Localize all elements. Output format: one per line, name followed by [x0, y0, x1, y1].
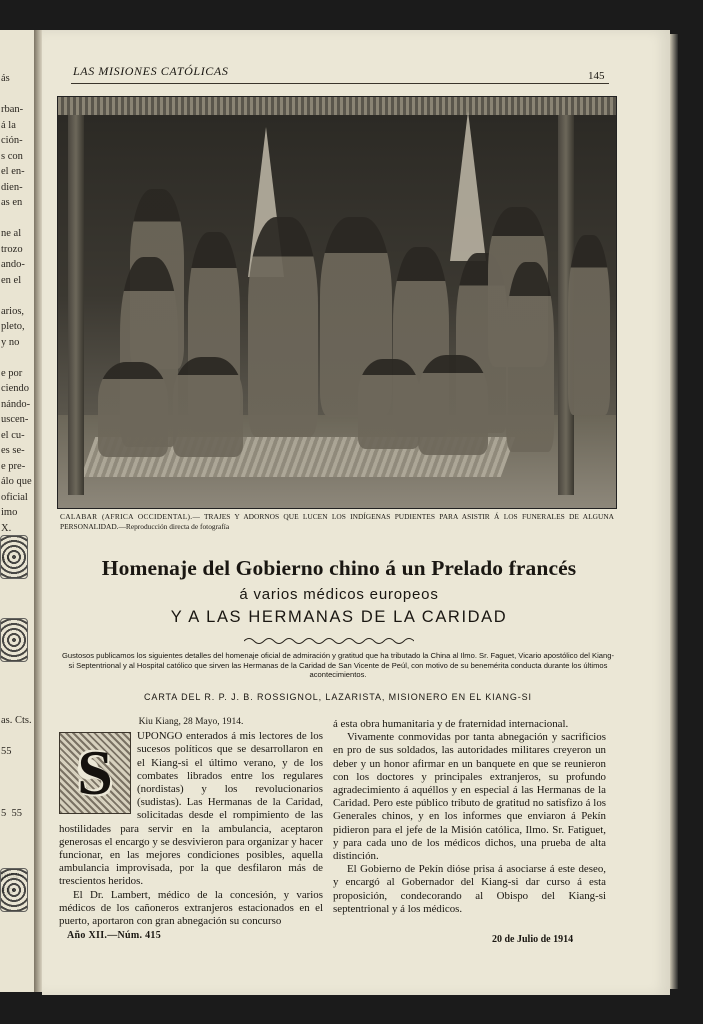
- text-column-1: [59, 716, 323, 928]
- paragraph: Vivamente conmovidas por tanta abnegación y sacrificios en pro de sus soldados, las autoridades militares creyeron un deber y un honor afirmar en un banquete en que se reunieron con los doctores y principales extranjeros, su profundo agradecimiento á aquéllos y en especial á las Hermanas de la Caridad. Pero este público tributo de gratitud no satisfizo á los Generales chinos, y en los informes que enviaron á Pekín pidieron para el jefe de la Misión católica, Ilmo. Sr. Fatiguet, y para cada uno de los médicos dichos, una prueba de alta distinción.: [333, 731, 606, 863]
- decorative-ornament: [0, 535, 28, 579]
- letter-heading: CARTA DEL R. P. J. B. ROSSIGNOL, LAZARISTA, MISIONERO EN EL KIANG-SI: [144, 692, 532, 702]
- photo-figure: [506, 262, 554, 452]
- article-intro: Gustosos publicamos los siguientes detalles del homenaje oficial de admiración y gratitud que ha tributado la China al Ilmo. Sr. Faguet, Vicario apostólico del Kiang-si Septentrional y al Hospital católico que sirven las Hermanas de la Caridad de San Vicente de Peúl, con motivo de su benemérita conducta durante los últimos acontecimientos.: [62, 651, 614, 680]
- left-page-text-fragment: el en-: [1, 166, 25, 177]
- left-page-text-fragment: ando-: [1, 259, 25, 270]
- article-title: Homenaje del Gobierno chino á un Prelado francés: [101, 556, 577, 580]
- left-page-text-fragment: rban-: [1, 104, 24, 115]
- ornamental-divider: [244, 636, 414, 646]
- left-page-text-fragment: as. Cts.: [1, 714, 32, 726]
- left-page-text-fragment: pleto,: [1, 321, 25, 332]
- left-page-text-fragment: ciendo: [1, 383, 29, 394]
- paragraph: El Gobierno de Pekín dióse prisa á asociarse á este deseo, y encargó al Gobernador del Kiang-si dar curso á esta proposición, condecorando al Obispo del Kiang-si septentrional y á los médicos.: [333, 863, 606, 915]
- left-page-text-fragment: es se-: [1, 445, 25, 456]
- photo-figure: [98, 362, 168, 457]
- left-page-text-fragment: dien-: [1, 181, 23, 193]
- left-page-text-fragment: 5 55: [1, 807, 22, 819]
- photo-caption-text: — TRAJES Y ADORNOS QUE LUCEN LOS INDÍGENAS PUDIENTES PARA ASISTIR Á LOS FUNERALES DE ALGUNA PERSONALIDAD.—Reproducción directa de fotografía: [60, 512, 614, 531]
- left-page-text-fragment: arios,: [1, 305, 25, 317]
- left-page-text-fragment: á la: [1, 119, 16, 131]
- left-page-text-fragment: oficial: [1, 491, 28, 503]
- book-gutter: [34, 30, 42, 992]
- paragraph: á esta obra humanitaria y de fraternidad internacional.: [333, 718, 569, 730]
- group-photograph: [57, 96, 617, 509]
- left-page-text-fragment: e pre-: [1, 460, 26, 472]
- decorative-ornament: [0, 618, 28, 662]
- photo-figure: [358, 359, 420, 449]
- left-page-text-fragment: X.: [1, 522, 12, 534]
- photo-figure: [248, 217, 318, 437]
- photo-pillar: [68, 115, 84, 495]
- left-page-text-fragment: imo: [1, 507, 18, 518]
- left-page-text-fragment: s con: [1, 150, 23, 162]
- left-page-text-fragment: en el: [1, 274, 22, 286]
- left-page-text-fragment: e por: [1, 367, 23, 379]
- left-page-text-fragment: ción-: [1, 135, 23, 146]
- photo-umbrella: [450, 111, 486, 261]
- dateline: Kiu Kiang, 28 Mayo, 1914.: [138, 717, 244, 727]
- left-page-text-fragment: el cu-: [1, 429, 25, 441]
- photo-figure: [173, 357, 243, 457]
- left-page-text-fragment: y no: [1, 336, 20, 348]
- photo-roof: [58, 97, 616, 115]
- text-column-2: [333, 718, 606, 916]
- header-rule: [71, 83, 609, 84]
- decorative-ornament: [0, 868, 28, 912]
- photo-caption-lead: CALABAR (AFRICA OCCIDENTAL).: [60, 512, 193, 521]
- left-page-text-fragment: ne al: [1, 228, 22, 239]
- left-page-text-fragment: nándo-: [1, 398, 31, 410]
- issue-number: Año XII.—Núm. 415: [67, 930, 162, 941]
- photo-caption: [60, 512, 614, 532]
- photo-figure: [568, 235, 610, 415]
- left-page-text-fragment: ás: [1, 73, 10, 84]
- left-page-text-fragment: as en: [1, 197, 23, 208]
- article-subtitle: á varios médicos europeos: [239, 586, 439, 603]
- left-page-fragment: [0, 30, 35, 992]
- article-subtitle-2: Y A LAS HERMANAS DE LA CARIDAD: [170, 608, 508, 626]
- running-header-title: LAS MISIONES CATÓLICAS: [73, 64, 229, 78]
- issue-date: 20 de Julio de 1914: [492, 934, 574, 945]
- dropcap-letter: S: [77, 737, 113, 809]
- left-page-text-fragment: uscen-: [1, 414, 29, 425]
- page-number: 145: [588, 70, 605, 82]
- left-page-text-fragment: álo que: [1, 476, 32, 487]
- dropcap-ornament: [59, 732, 131, 814]
- left-page-text-fragment: 55: [1, 745, 12, 757]
- page-edge: [670, 34, 678, 989]
- photo-figure: [418, 355, 488, 455]
- left-page-text-fragment: trozo: [1, 243, 23, 255]
- paragraph: UPONGO enterados á mis lectores de los sucesos políticos que se desarrollaron en el Kiang-si el último verano, y de los combates librados entre los regulares (nordistas) y los revolucionarios (sudistas). Las Hermanas de la Caridad, solicitadas desde el rompimiento de las hostilidades para servir en la ambulancia, aceptaron generosas el encargo y se desvivieron para organizar y hacer funcionar, en las mejores condiciones posibles, aquella ambulancia improvisada, por la que desfilaron más de trescientos heridos.: [59, 730, 323, 888]
- paragraph: El Dr. Lambert, médico de la concesión, y varios médicos de los cañoneros extranjeros estacionados en el puerto, aportaron con gran abnegación su concurso: [59, 888, 323, 928]
